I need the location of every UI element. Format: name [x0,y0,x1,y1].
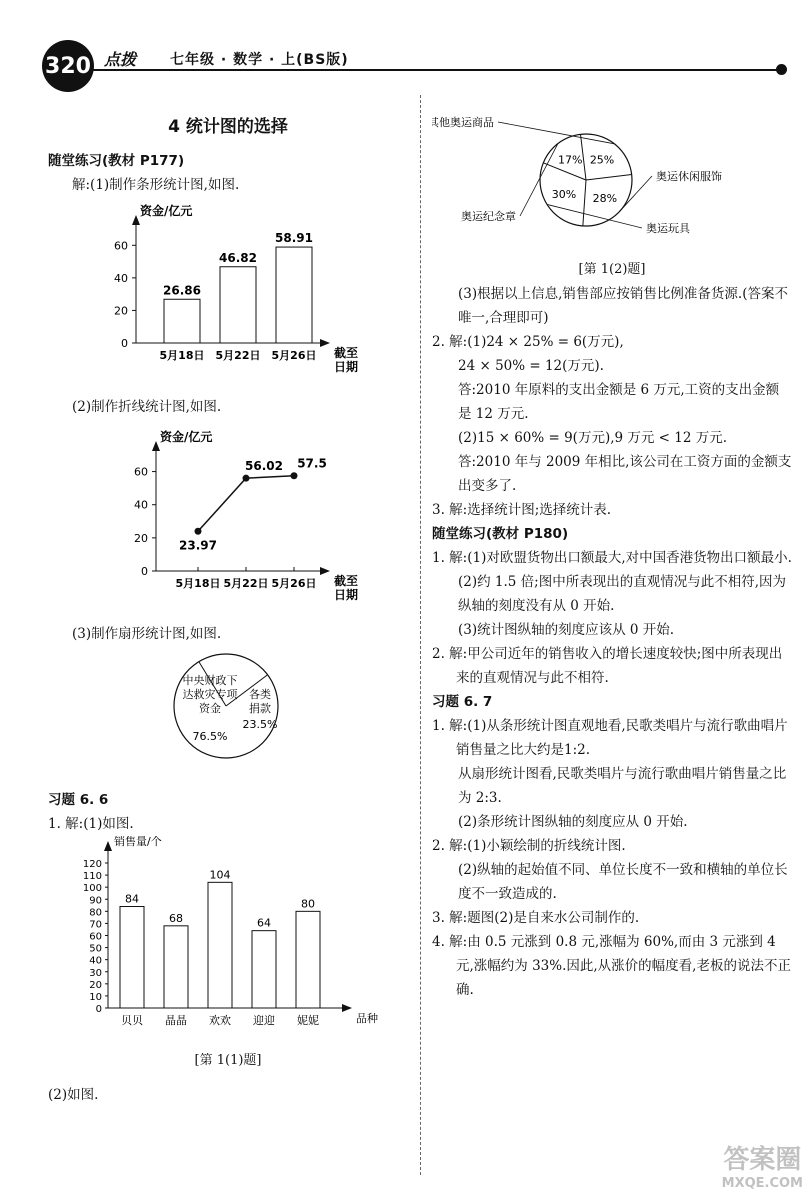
data-point [291,472,298,479]
y-tick-label: 110 [82,871,102,883]
exercise-6-6-q1-part2: (2)如图. [48,1087,99,1103]
practice-heading-p180: 随堂练习(教材 P180) [432,526,569,542]
section-title: 4 统计图的选择 [168,117,288,137]
x-tick-label: 贝贝 [121,1014,143,1027]
y-tick-label: 0 [121,337,128,350]
e67-q2-a: 2. 解:(1)小颖绘制的折线统计图. [432,838,626,854]
pie-slice-value: 76.5% [192,730,228,743]
pie-slice-label: 奥运玩具 [646,222,690,235]
x-axis-label: 截至 [334,346,359,360]
exercise-6-7-heading: 习题 6. 7 [432,694,493,710]
data-label: 46.82 [219,250,257,265]
y-tick-label: 20 [134,531,148,545]
brand-title: 点拨 [104,50,137,69]
y-tick-label: 50 [89,943,102,955]
figure-caption-1-2: [第 1(2)题] [578,262,646,277]
x-axis-arrow [320,567,330,575]
x-axis-label: 截至 [334,574,359,588]
data-label: 104 [209,868,231,882]
e67-q2-b: (2)纵轴的起始值不同、单位长度不一致和横轴的单位长度不一致造成的. [458,862,788,902]
bar [220,267,256,343]
x-axis-arrow [342,1004,352,1012]
p180-q1-a: 1. 解:(1)对欧盟货物出口额最大,对中国香港货物出口额最小. [432,550,792,566]
header-rule-dot [776,64,787,75]
q3-answer: 3. 解:选择统计图;选择统计表. [432,502,612,518]
y-tick-label: 30 [89,967,102,979]
pie-chart-olympic-goods [432,100,792,250]
q1-part1: 解:(1)制作条形统计图,如图. [72,177,240,193]
pie-slice-value: 30% [551,187,577,201]
y-tick-label: 120 [82,859,102,870]
x-axis-arrow [320,339,330,347]
p180-q2: 2. 解:甲公司近年的销售收入的增长速度较快;图中所表现出来的直观情况与此不相符. [432,646,783,686]
page-header [0,0,809,90]
y-tick-label: 60 [89,931,102,943]
x-tick-label: 5月22日 [215,349,261,362]
e67-q1-a: 1. 解:(1)从条形统计图直观地看,民歌类唱片与流行歌曲唱片销售量之比大约是1:2. [432,718,788,758]
x-axis-label: 品种 [356,1012,378,1025]
data-label: 56.02 [245,459,283,474]
y-tick-label: 40 [134,498,148,512]
x-tick-label: 5月26日 [271,577,317,590]
y-axis-label: 销售量/个 [114,836,162,848]
y-tick-label: 10 [89,991,102,1003]
pie-slice-label: 其他奥运商品 [432,116,494,129]
x-tick-label: 妮妮 [297,1014,319,1027]
q2-answer-1: 答:2010 年原料的支出金额是 6 万元,工资的支出金额是 12 万元. [458,382,780,422]
figure-caption-1-1: [第 1(1)题] [194,1053,262,1068]
y-tick-label: 60 [114,239,128,253]
pie-slice-label: 捐款 [249,702,271,715]
bar-chart-funds [48,197,408,387]
right-column [432,100,792,1002]
pie-slice-value: 25% [589,153,615,167]
e67-q1-b: 从扇形统计图看,民歌类唱片与流行歌曲唱片销售量之比为 2:3. [458,766,787,806]
y-tick-label: 80 [89,907,102,919]
y-tick-label: 0 [95,1004,102,1015]
x-tick-label: 晶晶 [165,1014,187,1027]
bar [296,911,320,1008]
pie-slice-label: 奥运休闲服饰 [656,170,722,183]
pie-slice-value: 17% [557,153,583,167]
bar [164,299,200,343]
line-chart-funds [48,419,408,614]
pie-slice-label: 达救灾专项 [182,688,238,701]
e67-q3: 3. 解:题图(2)是自来水公司制作的. [432,910,640,926]
x-tick-label: 5月18日 [159,349,205,362]
p180-q1-c: (3)统计图纵轴的刻度应该从 0 开始. [458,622,675,638]
pie-slice-value: 28% [592,191,618,205]
x-axis-label: 日期 [334,360,359,374]
q1-part2: (2)制作折线统计图,如图. [72,399,222,415]
series-line [198,476,294,532]
x-tick-label: 5月18日 [175,577,221,590]
data-label: 26.86 [163,283,201,298]
answer-part3: (3)根据以上信息,销售部应按销售比例准备货源.(答案不唯一,合理即可) [458,286,788,326]
header-rule [92,69,782,71]
data-label: 68 [169,911,183,925]
x-axis-label: 日期 [334,588,359,602]
watermark-line2: MXQE.COM [721,1176,803,1191]
watermark-line1: 答案圈 [723,1145,802,1175]
pie-slice-label: 各类 [249,688,271,701]
y-tick-label: 20 [89,979,102,991]
bar [164,926,188,1008]
x-tick-label: 迎迎 [253,1014,275,1027]
y-tick-label: 40 [89,955,102,967]
exercise-6-6-q1: 1. 解:(1)如图. [48,816,134,832]
bar [208,882,232,1008]
x-tick-label: 欢欢 [209,1014,231,1027]
data-point [195,528,202,535]
x-tick-label: 5月26日 [271,349,317,362]
data-label: 80 [301,897,315,911]
data-label: 84 [125,892,139,906]
q2-calc-a: 2. 解:(1)24 × 25% = 6(万元), [432,334,624,350]
left-column [48,108,408,1107]
page-number: 320 [42,40,94,92]
pie-slice-label: 奥运纪念章 [461,210,516,223]
pie-slice-label: 中央财政下 [182,674,238,687]
y-tick-label: 60 [134,465,148,479]
bar-chart-sales [48,836,408,1041]
column-divider [420,95,421,1175]
series-title: 七年级 · 数学 · 上(BS版) [170,52,349,68]
practice-heading-p177: 随堂练习(教材 P177) [48,153,185,169]
data-label: 57.5 [297,456,327,471]
bar [252,931,276,1008]
e67-q1-c: (2)条形统计图纵轴的刻度应从 0 开始. [458,814,688,830]
bar [276,247,312,343]
q1-part3: (3)制作扇形统计图,如图. [72,626,222,642]
e67-q4: 4. 解:由 0.5 元涨到 0.8 元,涨幅为 60%,而由 3 元涨到 4 元,涨幅约为 33%.因此,从涨价的幅度看,老板的说法不正确. [432,934,791,998]
data-label: 64 [257,916,271,930]
leader-line [498,122,614,144]
p180-q1-b: (2)约 1.5 倍;图中所表现出的直观情况与此不相符,因为纵轴的刻度没有从 0 开始. [458,574,787,614]
watermark-logo [721,1145,803,1196]
y-tick-label: 100 [82,883,102,895]
y-axis-arrow [152,441,160,451]
exercise-6-6-heading: 习题 6. 6 [48,792,109,808]
bar [120,907,144,1009]
y-axis-label: 资金/亿元 [140,204,193,218]
q2-answer-2: 答:2010 年与 2009 年相比,该公司在工资方面的金额支出变多了. [458,454,792,494]
y-axis-arrow [104,841,112,851]
y-axis-label: 资金/亿元 [160,430,213,444]
y-tick-label: 90 [89,895,102,907]
pie-chart-relief [48,646,408,766]
y-axis-arrow [132,215,140,225]
data-point [243,475,250,482]
q2-calc-b: 24 × 50% = 12(万元). [458,358,604,374]
pie-slice-label: 资金 [199,702,221,715]
data-label: 23.97 [179,538,217,553]
x-tick-label: 5月22日 [223,577,269,590]
q2-calc-d: (2)15 × 60% = 9(万元),9 万元 < 12 万元. [458,430,728,446]
y-tick-label: 0 [141,565,148,578]
pie-slice-value: 23.5% [242,718,278,731]
y-tick-label: 20 [114,304,128,318]
y-tick-label: 70 [89,919,102,931]
data-label: 58.91 [275,231,313,246]
y-tick-label: 40 [114,271,128,285]
